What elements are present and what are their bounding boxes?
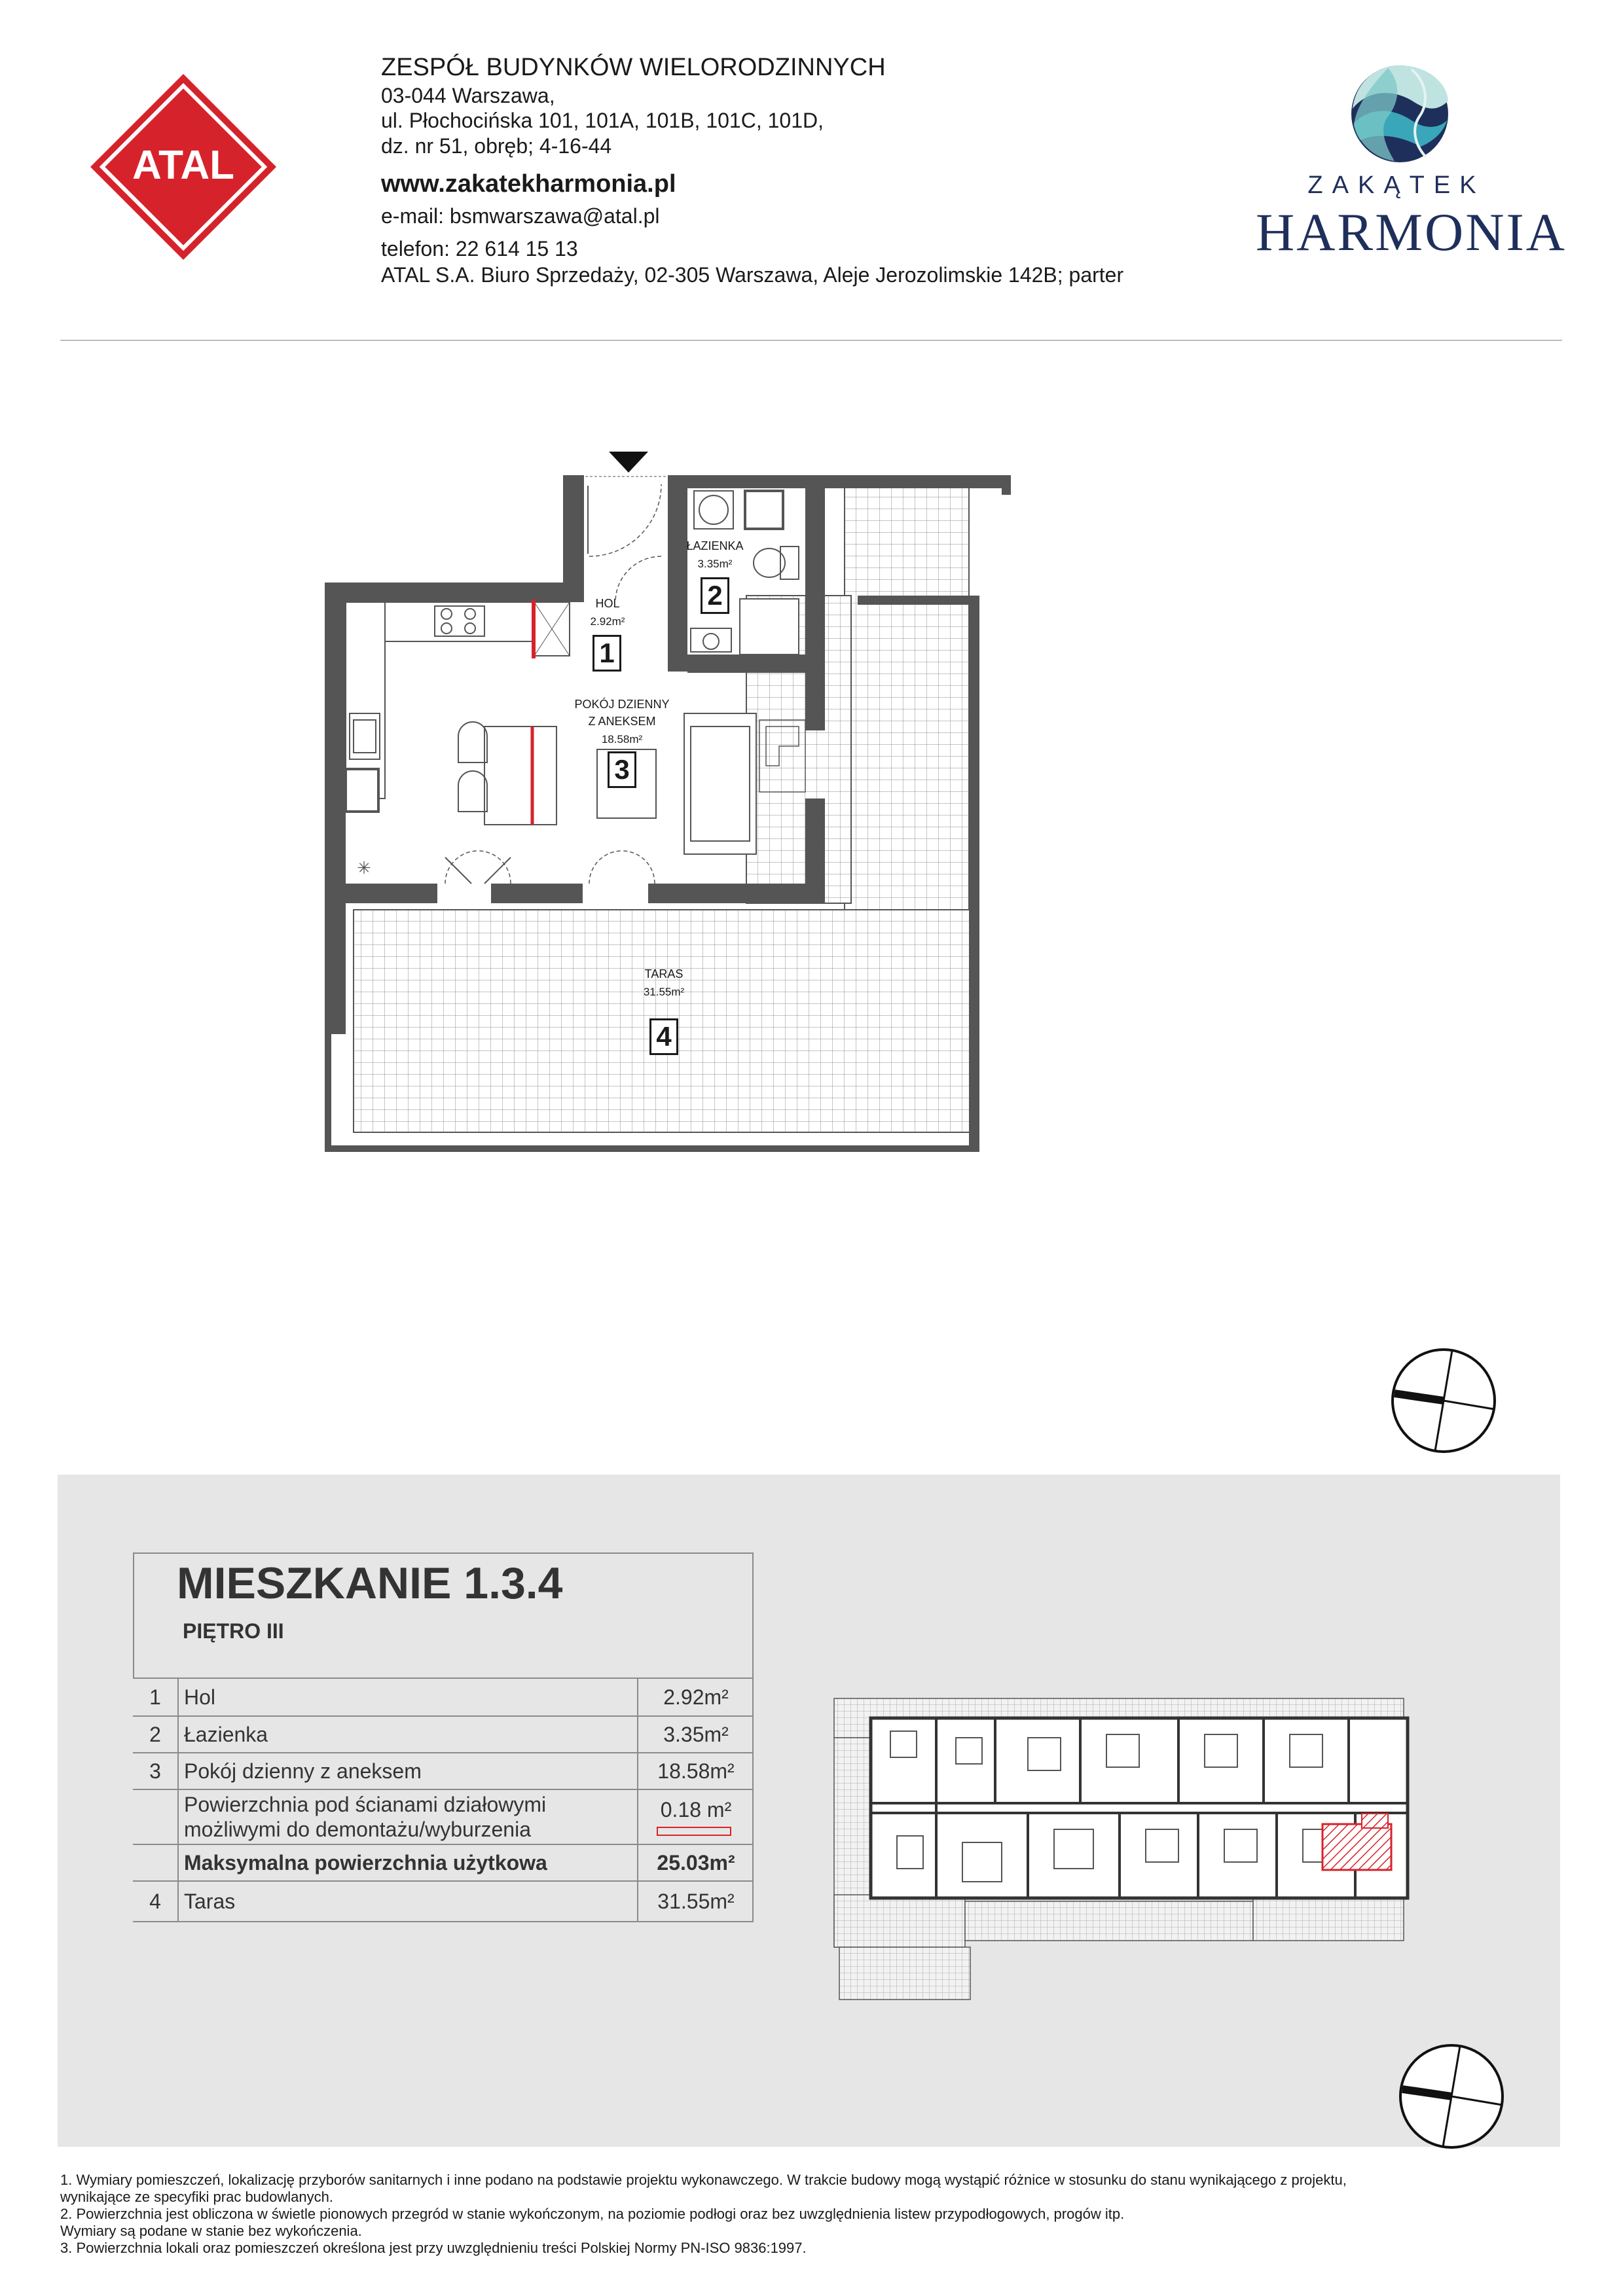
room-2-label: ŁAZIENKA bbox=[686, 539, 744, 552]
apartment-floor: PIĘTRO III bbox=[183, 1619, 284, 1643]
row-value-cell bbox=[637, 1882, 754, 1921]
row-number: 3 bbox=[133, 1753, 179, 1789]
header-plot: dz. nr 51, obręb; 4-16-44 bbox=[381, 134, 612, 158]
compass-icon bbox=[1389, 1346, 1498, 1455]
phone-number: telefon: 22 614 15 13 bbox=[381, 237, 578, 260]
svg-text:✳: ✳ bbox=[357, 859, 371, 878]
footnote-line: 2. Powierzchnia jest obliczona w świetle pionowych przegród w stanie wykończonym, na poziomie podłogi oraz bez uwzględnienia listew przypodłogowych, progów itp. bbox=[60, 2206, 1125, 2222]
washing-machine bbox=[694, 491, 733, 529]
room-4-number: 4 bbox=[649, 1018, 678, 1055]
dining-chairs bbox=[458, 722, 487, 812]
demolishable-wall-legend bbox=[657, 1827, 731, 1836]
row-value-cell bbox=[637, 1790, 754, 1844]
row-name: Łazienka bbox=[184, 1722, 268, 1746]
row-value: 2.92m² bbox=[663, 1685, 729, 1709]
row-name: Hol bbox=[184, 1685, 216, 1709]
room-3-label-line2: Z ANEKSEM bbox=[588, 715, 656, 728]
table-row bbox=[133, 1752, 754, 1789]
footnote-line: 1. Wymiary pomieszczeń, lokalizację przyborów sanitarnych i inne podano na podstawie projektu wykonawczego. W trakcie budowy mogą wystąpić różnice w stosunku do stanu wynikającego z projektu, bbox=[60, 2172, 1347, 2188]
header-city: 03-044 Warszawa, bbox=[381, 84, 555, 107]
table-row bbox=[133, 1789, 754, 1844]
row-number: 1 bbox=[133, 1679, 179, 1715]
header-street: ul. Płochocińska 101, 101A, 101B, 101C, 101D, bbox=[381, 109, 824, 132]
row-value: 18.58m² bbox=[657, 1759, 735, 1783]
table-row bbox=[133, 1880, 754, 1922]
svg-text:ATAL: ATAL bbox=[132, 143, 235, 188]
row-value: 31.55m² bbox=[657, 1890, 735, 1913]
sales-office-address: ATAL S.A. Biuro Sprzedaży, 02-305 Warszawa, Aleje Jerozolimskie 142B; parter bbox=[381, 263, 1124, 287]
room-1-number: 1 bbox=[593, 635, 621, 672]
floor-plan bbox=[314, 439, 1034, 1152]
row-value: 25.03m² bbox=[657, 1851, 735, 1874]
row-name: Taras bbox=[184, 1889, 236, 1913]
compass-icon bbox=[1397, 2042, 1506, 2151]
row-value: 0.18 m² bbox=[660, 1798, 732, 1821]
row-number bbox=[133, 1845, 179, 1880]
footnote-line: Wymiary są podane w stanie bez wykończenia. bbox=[60, 2223, 362, 2239]
footnote-line: 3. Powierzchnia lokali oraz pomieszczeń określona jest przy uwzględnieniu treści Polskiej Normy PN-ISO 9836:1997. bbox=[60, 2240, 807, 2256]
sofa bbox=[684, 713, 756, 854]
footnotes bbox=[60, 2172, 1566, 2257]
info-box-border bbox=[133, 1552, 134, 1679]
brand-name-main: HARMONIA bbox=[1256, 202, 1567, 262]
row-value: 3.35m² bbox=[663, 1723, 729, 1746]
room-3-area: 18.58m² bbox=[601, 733, 643, 745]
row-name: Maksymalna powierzchnia użytkowa bbox=[184, 1850, 547, 1874]
bath-sink bbox=[691, 628, 731, 652]
room-1-area: 2.92m² bbox=[590, 615, 625, 628]
row-value-cell bbox=[637, 1679, 754, 1715]
entrance-arrow-icon bbox=[609, 452, 648, 473]
row-value-cell bbox=[637, 1717, 754, 1752]
harmonia-emblem-icon bbox=[1349, 63, 1451, 165]
row-name-line1: Powierzchnia pod ścianami działowymi bbox=[184, 1793, 547, 1816]
row-name: Pokój dzienny z aneksem bbox=[184, 1759, 422, 1783]
dining-table bbox=[484, 726, 556, 825]
info-box-border bbox=[133, 1552, 754, 1554]
atal-logo bbox=[85, 69, 282, 265]
apartment-title: MIESZKANIE 1.3.4 bbox=[177, 1558, 563, 1608]
room-3-number: 3 bbox=[608, 751, 636, 788]
header-title: ZESPÓŁ BUDYNKÓW WIELORODZINNYCH bbox=[381, 54, 886, 81]
toilet bbox=[754, 547, 799, 579]
row-value-cell bbox=[637, 1845, 754, 1880]
footnote-line: wynikające ze specyfiki prac budowlanych. bbox=[60, 2189, 333, 2205]
room-4-area: 31.55m² bbox=[643, 986, 685, 998]
fridge bbox=[346, 769, 378, 812]
room-1-label: HOL bbox=[595, 597, 620, 610]
shower bbox=[740, 599, 799, 655]
row-number bbox=[133, 1790, 179, 1844]
building-key-plan bbox=[805, 1672, 1427, 2013]
website-link[interactable]: www.zakatekharmonia.pl bbox=[381, 170, 676, 198]
header-divider bbox=[60, 340, 1562, 341]
table-row bbox=[133, 1844, 754, 1880]
table-row bbox=[133, 1715, 754, 1752]
row-number: 4 bbox=[133, 1882, 179, 1921]
room-2-number: 2 bbox=[701, 577, 729, 614]
email-link[interactable]: e-mail: bsmwarszawa@atal.pl bbox=[381, 204, 660, 228]
table-row bbox=[133, 1677, 754, 1715]
highlighted-apartment bbox=[1322, 1824, 1391, 1870]
room-2-area: 3.35m² bbox=[697, 558, 733, 570]
bath-cabinet bbox=[745, 491, 783, 529]
brand-name-top: ZAKĄTEK bbox=[1307, 171, 1486, 199]
row-name-line2: możliwymi do demontażu/wyburzenia bbox=[184, 1818, 531, 1841]
room-4-label: TARAS bbox=[644, 967, 684, 980]
row-value-cell bbox=[637, 1753, 754, 1789]
room-3-label-line1: POKÓJ DZIENNY bbox=[574, 698, 670, 711]
row-number: 2 bbox=[133, 1717, 179, 1752]
